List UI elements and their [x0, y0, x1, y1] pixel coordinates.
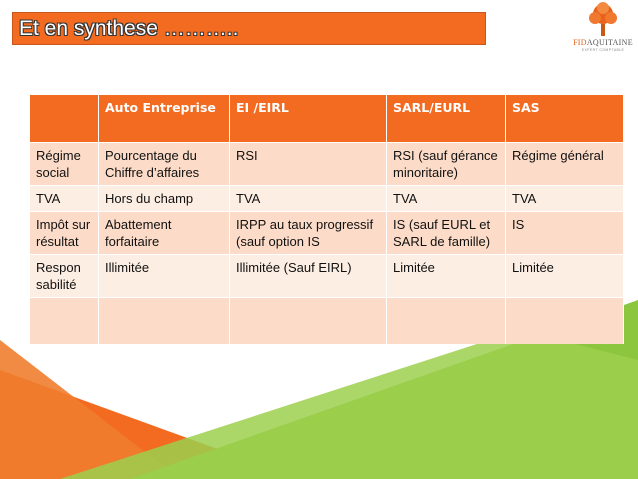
table-cell: Limitée: [506, 255, 624, 298]
header-cell: EI /EIRL: [230, 95, 387, 143]
table-cell: Régime général: [506, 143, 624, 186]
logo-subtitle: EXPERT COMPTABLE: [581, 48, 625, 52]
table-row: [30, 212, 624, 255]
row-label: Impôt sur résultat: [30, 212, 99, 255]
title-banner: [12, 12, 486, 45]
slide-title: Et en synthese ………..: [19, 17, 239, 40]
table-cell: Limitée: [387, 255, 506, 298]
table-row: [30, 143, 624, 186]
table-cell: IS (sauf EURL et SARL de famille): [387, 212, 506, 255]
table-cell: [30, 298, 99, 345]
table-cell: TVA: [230, 186, 387, 212]
row-label: Régime social: [30, 143, 99, 186]
header-cell: [30, 95, 99, 143]
table-row: [30, 255, 624, 298]
table-cell: RSI: [230, 143, 387, 186]
table-cell: TVA: [506, 186, 624, 212]
row-label: Respon sabilité: [30, 255, 99, 298]
table-cell: Hors du champ: [99, 186, 230, 212]
header-cell: SARL/EURL: [387, 95, 506, 143]
comparison-table: [29, 95, 624, 344]
company-logo: [568, 0, 638, 60]
logo-wordmark: FIDAQUITAINE: [573, 38, 633, 47]
table-cell: Illimitée: [99, 255, 230, 298]
table-cell: Illimitée (Sauf EIRL): [230, 255, 387, 298]
row-label: TVA: [30, 186, 99, 212]
table-cell: [230, 298, 387, 345]
table-cell: [387, 298, 506, 345]
table-row-empty: [30, 298, 624, 345]
table-cell: Abattement forfaitaire: [99, 212, 230, 255]
table-cell: RSI (sauf gérance minoritaire): [387, 143, 506, 186]
table-cell: TVA: [387, 186, 506, 212]
table-cell: IRPP au taux progressif (sauf option IS: [230, 212, 387, 255]
header-cell: SAS: [506, 95, 624, 143]
tree-icon: [586, 2, 620, 38]
green-sweep-shape-2: [60, 330, 638, 479]
header-cell: Auto Entreprise: [99, 95, 230, 143]
table-cell: [99, 298, 230, 345]
table-cell: IS: [506, 212, 624, 255]
table-cell: [506, 298, 624, 345]
table-row: [30, 186, 624, 212]
table-header-row: [30, 95, 624, 143]
table-cell: Pourcentage du Chiffre d’affaires: [99, 143, 230, 186]
